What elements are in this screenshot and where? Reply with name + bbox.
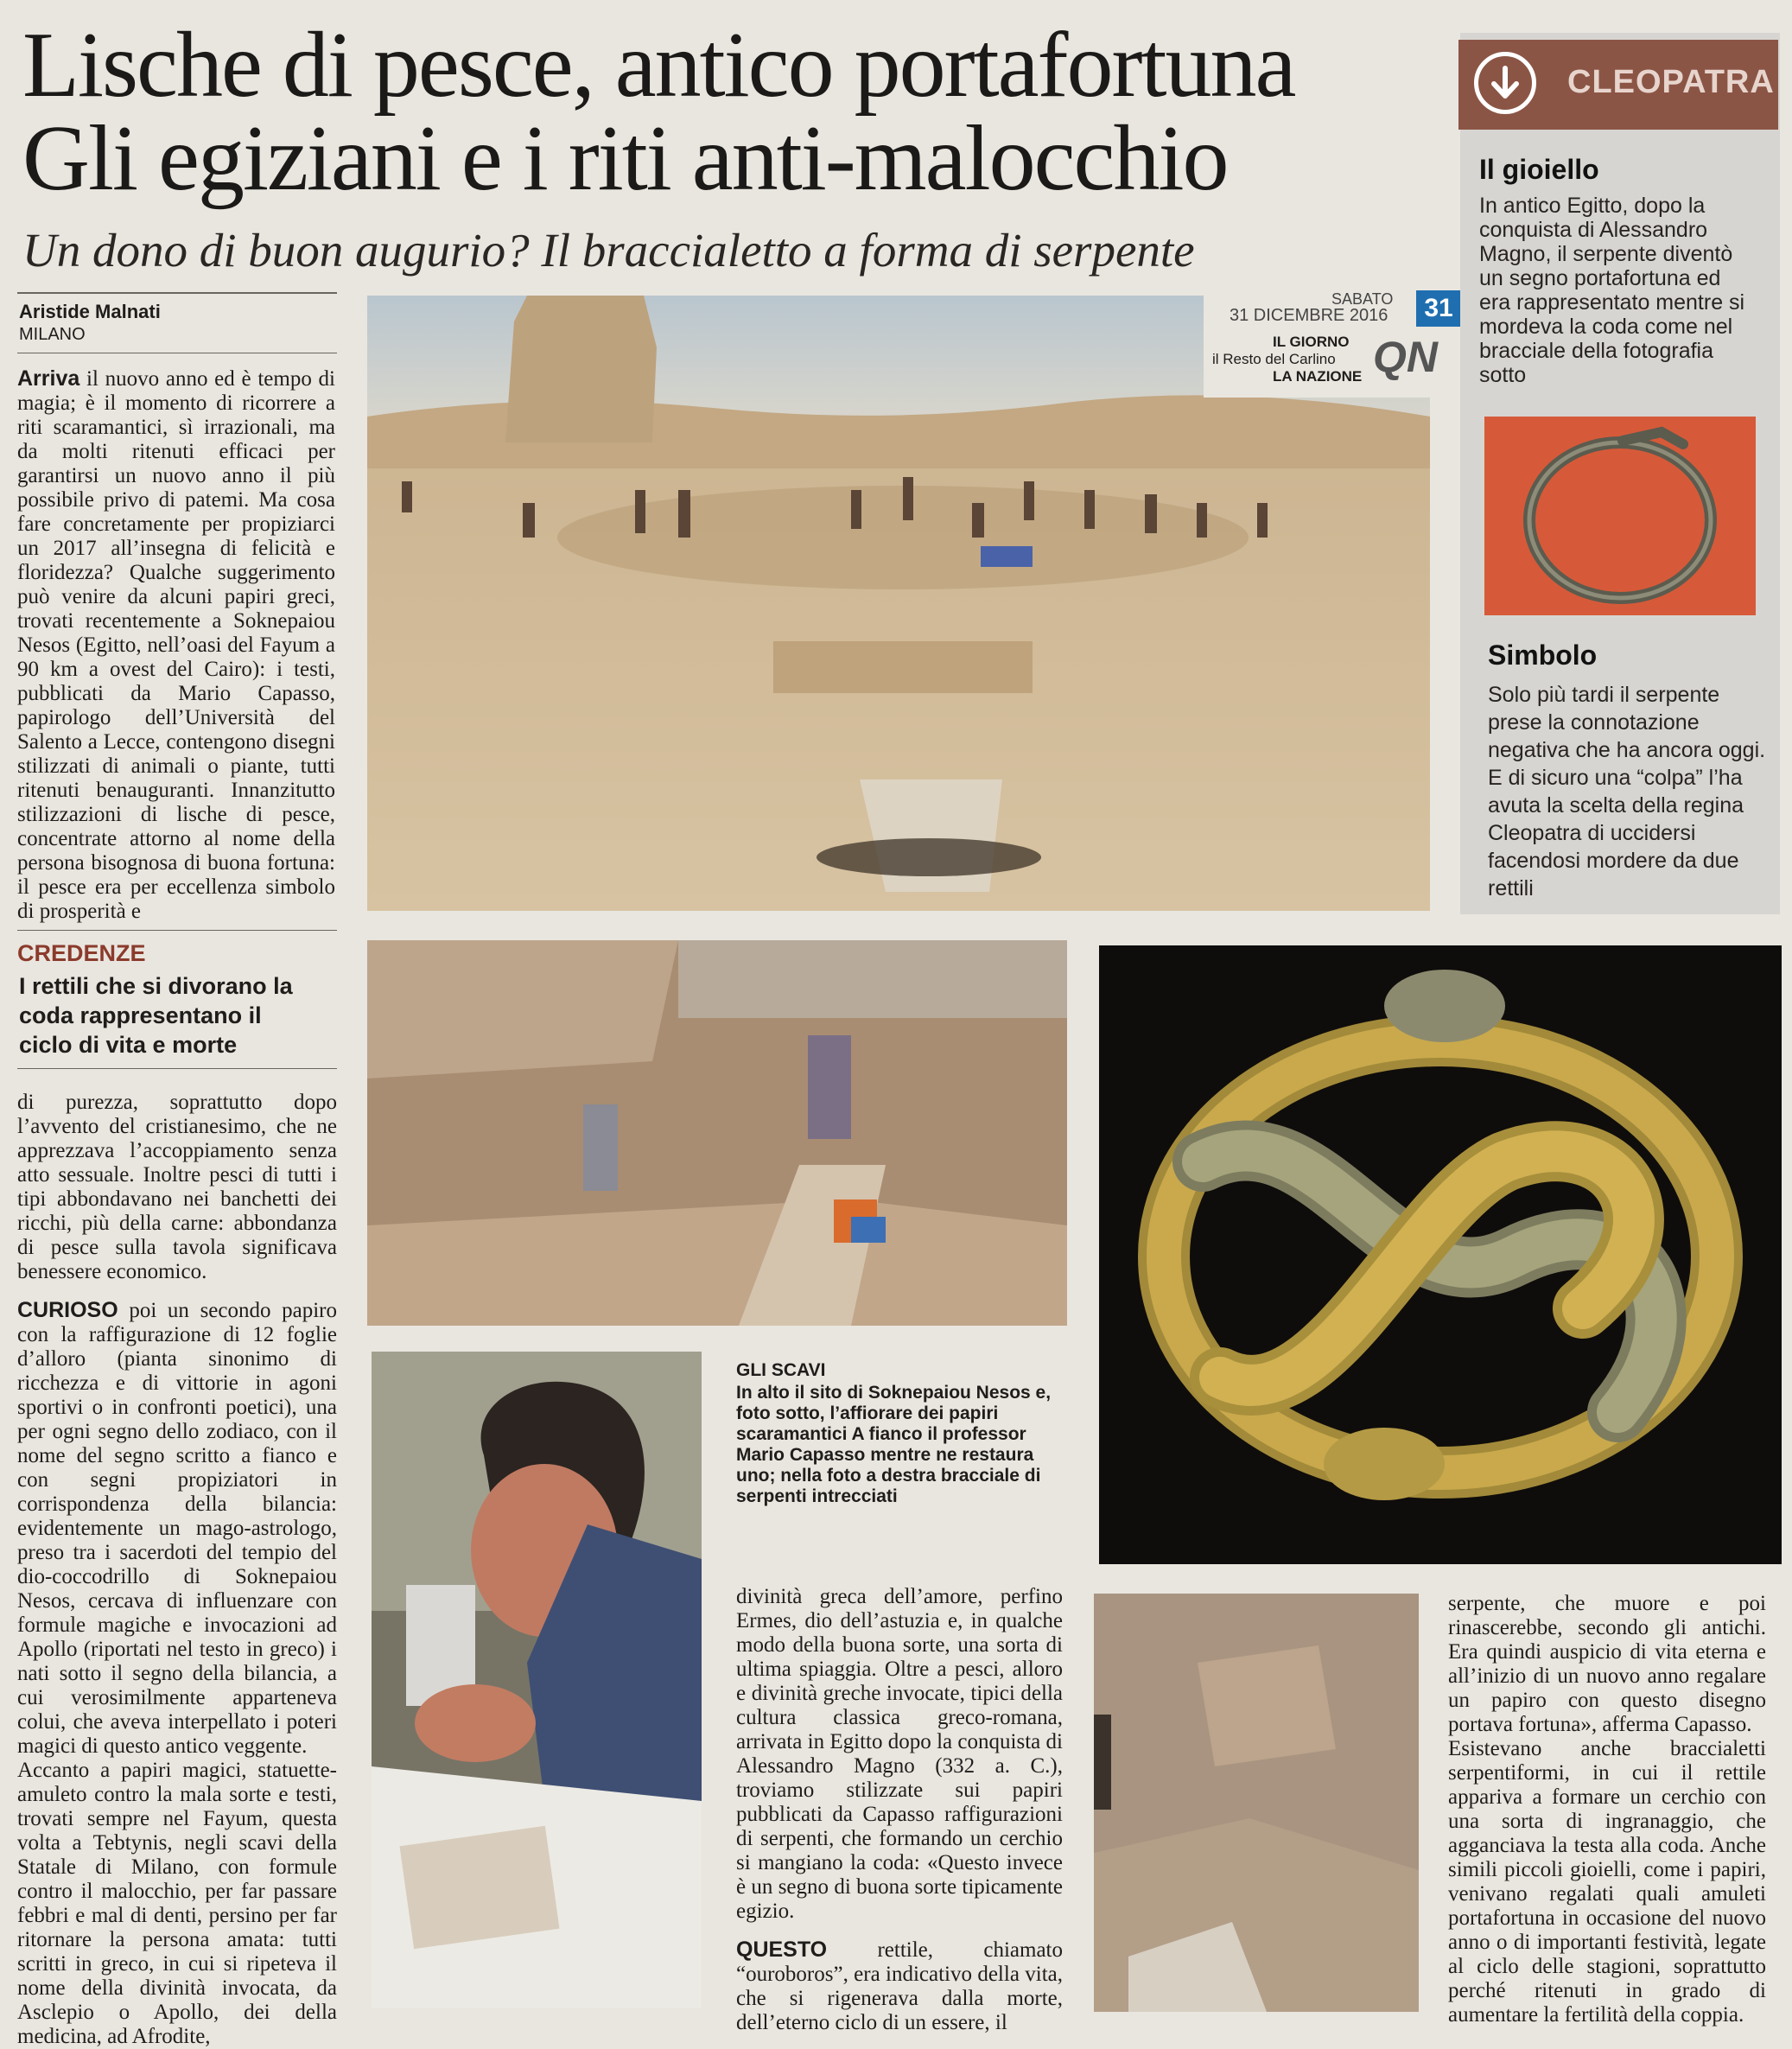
masthead-logo: QN bbox=[1373, 333, 1438, 381]
callout-text: I rettili che si divorano la coda rappresentano il ciclo di vita e morte bbox=[19, 973, 293, 1058]
column-1-body bbox=[17, 1091, 337, 2048]
caption-text: In alto il sito di Soknepaiou Nesos e, foto sotto, l’affiorare dei papiri scaramantici A fianco il professor Mario Capasso mentre ne restaura uno; nella foto a destra bracciale di serpenti intrecciati bbox=[736, 1383, 1052, 1506]
caption-title: GLI SCAVI bbox=[736, 1360, 826, 1380]
headline-line-1: Lische di pesce, antico portafortuna bbox=[22, 14, 1295, 117]
byline-city: MILANO bbox=[19, 325, 86, 344]
masthead-box bbox=[1204, 289, 1465, 398]
headline-line-2: Gli egiziani e i riti anti-malocchio bbox=[22, 107, 1228, 210]
papyrus-dig-photo bbox=[367, 940, 1067, 1326]
column-3-body bbox=[736, 1585, 1063, 2034]
byline-rule bbox=[17, 292, 337, 294]
para3-lead: CURIOSO bbox=[17, 1298, 118, 1322]
callout-rule-top bbox=[17, 930, 337, 931]
subtitle: Un dono di buon augurio? Il braccialetto a forma di serpente bbox=[22, 224, 1195, 277]
papyrus-detail-photo bbox=[1094, 1594, 1419, 2012]
col3-paragraph-2: rettile, chiamato “ouroboros”, era indicativo della vita, che si rigenerava dalla morte, dell’eterno ciclo di un essere, il bbox=[736, 1938, 1063, 2034]
intro-lead: Arriva bbox=[17, 366, 80, 391]
callout-tag: CREDENZE bbox=[17, 940, 146, 966]
jewel-title: Il gioiello bbox=[1479, 154, 1599, 185]
jewel-text: In antico Egitto, dopo la conquista di Alessandro Magno, il serpente diventò un segno portafortuna ed era rappresentato mentre si mordeva la coda come nel bracciale della fotografia sotto bbox=[1479, 194, 1745, 387]
masthead-day: SABATO bbox=[1331, 290, 1394, 308]
sidebar-tag: CLEOPATRA bbox=[1567, 64, 1775, 100]
col3-para2-lead: QUESTO bbox=[736, 1938, 828, 1962]
down-arrow-circle-icon bbox=[1474, 52, 1536, 114]
symbol-title: Simbolo bbox=[1488, 640, 1598, 671]
paragraph-2: di purezza, soprattutto dopo l’avvento del cristianesimo, che ne apprezzava l’accoppiamento senza atto sessuale. Inoltre pesci di tutti i tipi abbondavano nei banchetti dei ricchi, più della carne: abbondanza di pesce sulla tavola significava benessere economico. bbox=[17, 1091, 337, 1283]
masthead-paper-3: LA NAZIONE bbox=[1273, 368, 1363, 385]
snake-bracelet-photo bbox=[1484, 417, 1756, 615]
intro-text: il nuovo anno ed è tempo di magia; è il momento di ricorrere a riti scaramantici, sì irrazionali, ma da molti ritenuti efficaci per garantirsi un nuovo anno il più possibile privo di patemi. Ma cosa fare concretamente per propiziarci un 2017 all’insegna di felicità e floridezza? Qualche suggerimento può venire da alcuni papiri greci, trovati recentemente a Soknepaiou Nesos (Egitto, nell’oasi del Fayum a 90 km a ovest del Cairo): i testi, pubblicati da Mario Capasso, papirologo dell’Università del Salento a Lecce, contengono disegni stilizzati di animali o piante, tutti ritenuti benauguranti. Innanzitutto stilizzazioni di lische di pesce, concentrate attorno al nome della persona bisognosa di buona fortuna: il pesce era per eccellenza simbolo di prosperità e bbox=[17, 367, 335, 923]
sidebar-tag-bar bbox=[1458, 40, 1778, 130]
callout-rule-bottom bbox=[17, 1068, 337, 1069]
symbol-text: Solo più tardi il serpente prese la connotazione negativa che ha ancora oggi. E di sicuro una “colpa” l’ha avuta la scelta della regina Cleopatra di uccidersi facendosi mordere da due rettili bbox=[1488, 683, 1766, 900]
masthead-paper-2: il Resto del Carlino bbox=[1212, 351, 1336, 367]
masthead-date: 31 DICEMBRE 2016 bbox=[1230, 306, 1388, 325]
professor-restoring-papyrus-photo bbox=[372, 1352, 702, 2008]
col3-paragraph-1: divinità greca dell’amore, perfino Ermes, dio dell’astuzia e, in qualche modo della buona sorte, una sorta di ultima spiaggia. Oltre a pesci, alloro e divinità greche invocate, tipici della cultura classica greco-romana, arrivata in Egitto dopo la conquista di Alessandro Magno (332 a. C.), troviamo stilizzate sui papiri pubblicati da Capasso raffigurazioni di serpenti, che formando un cerchio si mangiano la coda: «Questo invece è un segno di buona sorte tipicamente egizio. bbox=[736, 1585, 1063, 1923]
masthead-page-number: 31 bbox=[1416, 290, 1461, 327]
col4-paragraph-2: Esistevano anche braccialetti serpentiformi, in cui il rettile appariva a formare un cerchio con una sorta di ingranaggio, che agganciava la testa alla coda. Anche simili piccoli gioielli, come i papiri, venivano regalati quali amuleti portafortuna in occasione del nuovo anno o di importanti festività, legate al ciclo delle stagioni, soprattutto perché ritenuti in grado di aumentare la fertilità della coppia. bbox=[1448, 1737, 1766, 2027]
paragraph-3: poi un secondo papiro con la raffigurazione di 12 foglie d’alloro (pianta sinonimo di ricchezza e di vittorie in agoni sportivi o in confronti poetici), una per ogni segno dello zodiaco, con il nome del segno scritto a fianco e con segni propiziatori in corrispondenza della bilancia: evidentemente un mago-astrologo, preso tra i sacerdoti del tempio del dio-coccodrillo di Soknepaiou Nesos, cercava di influenzare con formule magiche e invocazioni ad Apollo (riportati nel testo in greco) i nati sotto il segno della bilancia, a cui verosimilmente apparteneva colui, che aveva interpellato i poteri magici di questo antico veggente. bbox=[17, 1299, 337, 1758]
byline-author: Aristide Malnati bbox=[19, 301, 161, 322]
column-4-body bbox=[1448, 1592, 1766, 2027]
col4-paragraph-1: serpente, che muore e poi rinascerebbe, secondo gli antichi. Era quindi auspicio di vita eterna e all’inizio di un nuovo anno regalare un papiro con questo disegno portava fortuna», afferma Capasso. bbox=[1448, 1592, 1766, 1736]
paragraph-4: Accanto a papiri magici, statuette-amuleto contro la mala sorte e testi, trovati sempre nel Fayum, questa volta a Tebtynis, negli scavi della Statale di Milano, con formule contro il malocchio, per far passare febbri e mal di denti, persino per far ritornare la persona amata: tutti scritti in greco, in cui si ripeteva il nome della divinità invocata, da Asclepio o Apollo, dei della medicina, ad Afrodite, bbox=[17, 1759, 337, 2048]
intertwined-snakes-bracelet-photo bbox=[1099, 945, 1782, 1564]
column-1-intro bbox=[17, 366, 335, 923]
masthead-paper-1: IL GIORNO bbox=[1273, 334, 1350, 350]
